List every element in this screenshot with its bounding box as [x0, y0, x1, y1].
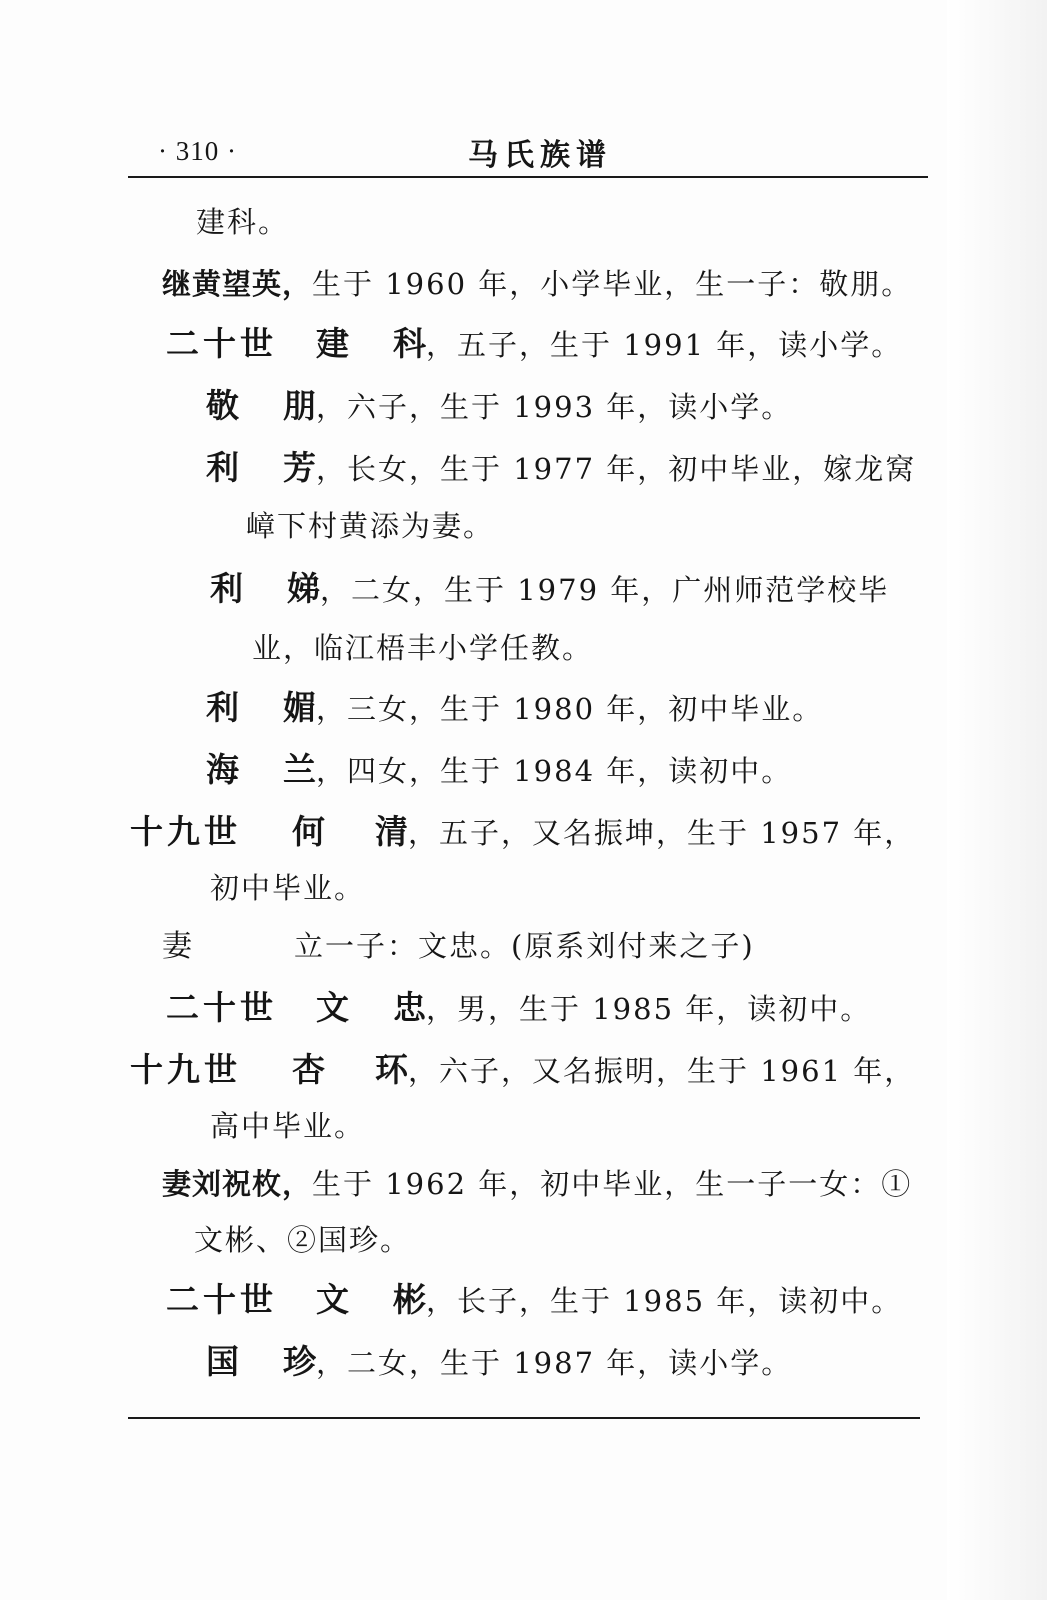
person-name-first: 文	[316, 988, 349, 1027]
generation-label: 十九世	[130, 1050, 241, 1089]
person-name-first: 利	[206, 448, 239, 487]
genealogy-entry	[206, 448, 916, 490]
entry-text: ，三女，生于 1980 年，初中毕业。	[316, 692, 824, 726]
entry-text: 生于 1962 年，初中毕业，生一子一女：①	[312, 1167, 913, 1201]
text-line	[162, 1164, 912, 1205]
person-name-first: 海	[206, 750, 239, 789]
entry-text: ，长子，生于 1985 年，读初中。	[426, 1284, 903, 1318]
entry-text: ，六子，又名振明，生于 1961 年，	[408, 1054, 916, 1088]
person-name-second: 兰	[283, 750, 316, 789]
generation-label: 二十世	[166, 324, 277, 363]
text-line	[210, 868, 365, 908]
entry-text: 立一子：文忠。(原系刘付来之子)	[294, 929, 755, 963]
genealogy-entry	[130, 812, 915, 854]
person-name-first: 国	[206, 1342, 239, 1381]
text-line	[210, 1106, 365, 1146]
entry-text: ，四女，生于 1984 年，读初中。	[316, 754, 793, 788]
continuation-text: 高中毕业。	[210, 1109, 366, 1143]
page-edge-shadow	[947, 0, 1047, 1600]
generation-label: 十九世	[130, 812, 241, 851]
genealogy-entry	[210, 569, 889, 611]
text-line	[252, 628, 593, 668]
continuation-text: 嶂下村黄添为妻。	[246, 509, 495, 543]
genealogy-entry	[166, 988, 871, 1030]
text-line	[194, 1220, 411, 1260]
person-name-first: 建	[316, 324, 349, 363]
page-number: · 310 ·	[158, 136, 237, 166]
text-line	[196, 202, 289, 242]
generation-label: 二十世	[166, 1280, 277, 1319]
text-line	[162, 264, 912, 305]
person-name-first: 敬	[206, 386, 239, 425]
entry-text: 生于 1960 年，小学毕业，生一子：敬朋。	[312, 267, 913, 301]
text-line	[162, 926, 755, 967]
person-name-second: 科	[393, 324, 426, 363]
entry-text: ，二女，生于 1979 年，广州师范学校毕	[320, 573, 890, 607]
running-title: 马氏族谱	[468, 138, 612, 173]
person-name-second: 彬	[393, 1280, 426, 1319]
footer-rule	[128, 1417, 920, 1419]
person-name-second: 朋	[283, 386, 316, 425]
person-name-second: 娣	[287, 569, 320, 608]
entry-text: ，六子，生于 1993 年，读小学。	[316, 390, 793, 424]
continuation-text: 建科。	[196, 205, 290, 239]
genealogy-entry	[166, 324, 902, 366]
person-name-first: 文	[316, 1280, 349, 1319]
person-name-first: 杏	[292, 1050, 325, 1089]
text-line	[246, 506, 494, 546]
spouse-name: 继黄望英，	[162, 267, 313, 301]
person-name-second: 媚	[283, 688, 316, 727]
entry-text: ，男，生于 1985 年，读初中。	[426, 992, 872, 1026]
person-name-first: 利	[210, 569, 243, 608]
entry-text: ，二女，生于 1987 年，读小学。	[316, 1346, 793, 1380]
entry-text: ，五子，生于 1991 年，读小学。	[426, 328, 903, 362]
person-name-second: 芳	[283, 448, 316, 487]
header-rule	[128, 176, 928, 178]
genealogy-entry	[130, 1050, 915, 1092]
continuation-text: 业，临江梧丰小学任教。	[252, 631, 594, 665]
continuation-text: 文彬、②国珍。	[194, 1223, 412, 1257]
genealogy-entry	[206, 750, 792, 792]
generation-label: 二十世	[166, 988, 277, 1027]
continuation-text: 初中毕业。	[210, 871, 366, 905]
person-name-second: 珍	[283, 1342, 316, 1381]
person-name-second: 清	[375, 812, 408, 851]
spouse-name: 妻刘祝枚，	[162, 1167, 313, 1201]
genealogy-entry	[206, 1342, 792, 1384]
entry-text: ，五子，又名振坤，生于 1957 年，	[408, 816, 916, 850]
person-name-second: 环	[375, 1050, 408, 1089]
genealogy-entry	[206, 688, 823, 730]
spouse-label: 妻	[162, 929, 194, 964]
genealogy-entry	[206, 386, 792, 428]
person-name-first: 何	[292, 812, 325, 851]
entry-text: ，长女，生于 1977 年，初中毕业，嫁龙窝	[316, 452, 917, 486]
person-name-second: 忠	[393, 988, 426, 1027]
genealogy-entry	[166, 1280, 902, 1322]
person-name-first: 利	[206, 688, 239, 727]
